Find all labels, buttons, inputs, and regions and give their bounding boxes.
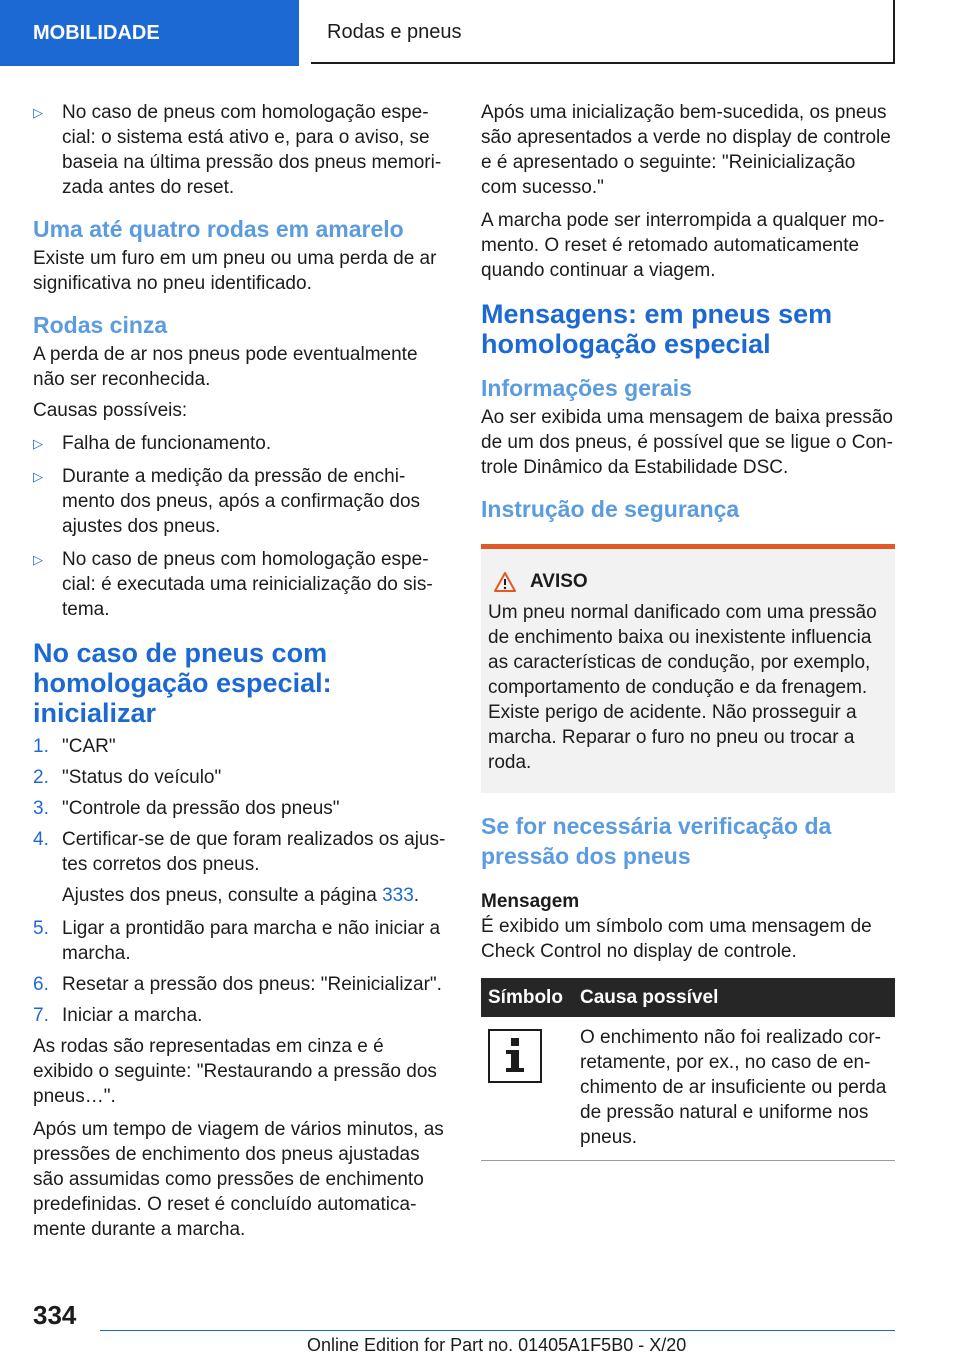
heading-general-info: Informações gerais [481,375,692,401]
list-item: 7. Iniciar a marcha. [33,1005,203,1026]
table-row [481,1017,895,1161]
paragraph: A perda de ar nos pneus pode eventualmente não ser reconhecida. [33,344,418,390]
triangle-bullet-icon: ▷ [33,469,43,484]
paragraph: É exibido um símbolo com uma mensagem de Check Control no display de controle. [481,916,872,962]
list-item: ▷ Falha de funcionamento. [33,433,272,454]
paragraph: Após uma inicialização bem-sucedida, os pneus são apresentados a verde no display de controle e é apresentado o seguinte: "Reinicialização com sucesso." [481,102,891,198]
page-header [0,0,960,66]
table-header-row [481,978,895,1017]
triangle-bullet-icon: ▷ [33,552,43,567]
column-header-symbol: Símbolo [481,978,573,1017]
cause-cell: O enchimento não foi realizado corretamente, por ex., no caso de enchimento de ar insuficiente ou perda de pressão natural e uniforme nos pneus. [573,1017,895,1161]
warning-title: AVISO [488,569,888,594]
paragraph: Após um tempo de viagem de vários minutos, as pressões de enchimento dos pneus ajustadas são assumidas como pressões de enchimento predefinidas. O reset é concluído automaticamente durante a marcha. [33,1119,444,1240]
symbol-cell [481,1017,573,1161]
list-item: 4. Certificar-se de que foram realizados os ajustes corretos dos pneus. [33,829,446,875]
heading-yellow-wheels: Uma até quatro rodas em amarelo [33,216,404,242]
column-header-cause: Causa possível [573,978,895,1017]
section-tab: MOBILIDADE [0,0,299,66]
list-item: 3. "Controle da pressão dos pneus" [33,798,340,819]
right-column [481,100,895,1161]
paragraph: Existe um furo em um pneu ou uma perda de ar significativa no pneu identificado. [33,248,437,294]
paragraph: Ao ser exibida uma mensagem de baixa pressão de um dos pneus, é possível que se ligue o Controle Dinâmico da Estabilidade DSC. [481,407,893,478]
list-item: ▷ No caso de pneus com homologação especial: é executada uma reinicialização do sistema. [33,549,433,620]
heading-initialize: No caso de pneus com homologação especial: inicializar [33,638,332,728]
list-item: 6. Resetar a pressão dos pneus: "Reinicializar". [33,974,442,995]
edition-text: Online Edition for Part no. 01405A1F5B0 - X/20 [307,1335,687,1355]
warning-text: Um pneu normal danificado com uma pressão de enchimento baixa ou inexistente influencia as características de condução, por exemplo, comportamento de condução e da frenagem. Existe perigo de acidente. Não prosseguir a marcha. Reparar o furo no pneu ou trocar a roda. [488,602,877,773]
list-item: 2. "Status do veículo" [33,767,222,788]
page-link[interactable]: 333 [382,885,414,906]
list-item: ▷ Durante a medição da pressão de enchimento dos pneus, após a confirmação dos ajustes dos pneus. [33,466,421,537]
paragraph: As rodas são representadas em cinza e é exibido o seguinte: "Restaurando a pressão dos pneus…". [33,1036,437,1107]
info-icon [488,1029,542,1083]
cross-reference: Ajustes dos pneus, consulte a página 333. [62,885,420,906]
list-item: 1. "CAR" [33,736,116,757]
heading-messages: Mensagens: em pneus sem homologação especial [481,299,833,359]
left-column [33,100,447,1250]
footer-divider [100,1330,895,1331]
heading-message: Mensagem [481,891,580,912]
heading-grey-wheels: Rodas cinza [33,312,168,338]
heading-check-pressure: Se for necessária verificação da pressão dos pneus [481,813,832,869]
list-item: ▷ No caso de pneus com homologação especial: o sistema está ativo e, para o aviso, se baseia na última pressão dos pneus memorizada antes do reset. [33,102,442,198]
triangle-bullet-icon: ▷ [33,436,43,451]
paragraph: A marcha pode ser interrompida a qualquer momento. O reset é retomado automaticamente quando continuar a viagem. [481,210,885,281]
chapter-title: Rodas e pneus [311,0,895,64]
heading-safety: Instrução de segurança [481,496,740,522]
paragraph: Causas possíveis: [33,400,188,421]
page-number: 334 [33,1300,77,1330]
list-item: 5. Ligar a prontidão para marcha e não iniciar a marcha. [33,918,441,964]
warning-box [481,544,895,793]
warning-triangle-icon [494,572,516,592]
triangle-bullet-icon: ▷ [33,105,43,120]
symbol-table [481,978,895,1161]
